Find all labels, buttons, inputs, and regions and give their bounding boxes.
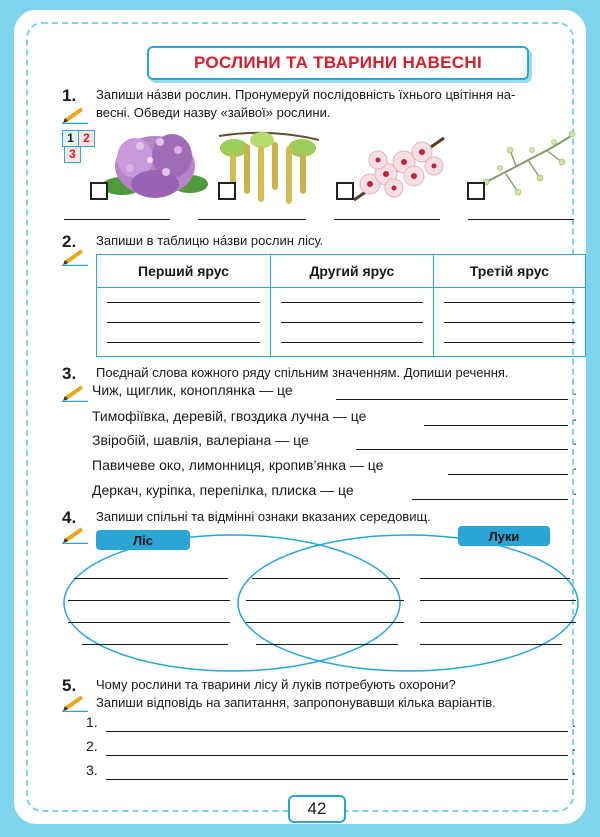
forest-line-2[interactable]	[68, 600, 230, 601]
answer-line-5[interactable]	[412, 499, 568, 500]
answer-number-2: 2.	[86, 738, 98, 754]
first-layer-cell[interactable]	[97, 288, 271, 357]
task1-number: 1.	[62, 86, 77, 105]
header-second-layer: Другий ярус	[271, 255, 434, 288]
order-checkbox-1[interactable]	[90, 182, 108, 200]
header-third-layer: Третій ярус	[433, 255, 585, 288]
answer-line-4[interactable]	[448, 474, 568, 475]
answer-dot-2: .	[572, 738, 576, 754]
answer-number-3: 3.	[86, 762, 98, 778]
sentence-4: Павичеве око, лимонниця, кропив’янка — це	[92, 457, 384, 473]
meadow-line-2[interactable]	[420, 600, 576, 601]
forest-label: Ліс	[96, 530, 190, 550]
forest-line-4[interactable]	[82, 644, 228, 645]
task3-text: Поєднай слова кожного ряду спільним значенням. Допиши речення.	[96, 365, 509, 380]
sentence-4-dot: .	[573, 457, 577, 473]
order-checkbox-3[interactable]	[336, 182, 354, 200]
task4-text: Запиши спільні та відмінні ознаки вказаних середовищ.	[96, 509, 431, 524]
answer-line-1[interactable]	[336, 399, 568, 400]
sentence-1-dot: .	[573, 382, 577, 398]
order-checkbox-4[interactable]	[467, 182, 485, 200]
meadow-line-4[interactable]	[420, 644, 562, 645]
page-title: РОСЛИНИ ТА ТВАРИНИ НАВЕСНІ	[147, 46, 529, 80]
second-layer-cell[interactable]	[271, 288, 434, 357]
task1-text-line1: Запиши на́зви рослин. Пронумеруй послідовність їхнього цвітіння на-	[96, 87, 516, 102]
apricot-blossom-image	[344, 126, 454, 208]
task4-number: 4.	[62, 508, 77, 527]
number-badge-2: 2	[78, 130, 95, 147]
pencil-icon	[62, 694, 88, 712]
page-number: 42	[288, 795, 346, 823]
task2-text: Запиши в таблицю на́зви рослин лісу.	[96, 233, 324, 248]
answer-number-1: 1.	[86, 714, 98, 730]
common-line-4[interactable]	[256, 644, 398, 645]
answer-line-3[interactable]	[356, 449, 568, 450]
forest-line-1[interactable]	[74, 578, 228, 579]
lilac-image	[100, 126, 210, 208]
meadow-label: Луки	[458, 526, 550, 546]
meadow-line-1[interactable]	[420, 578, 570, 579]
plant-name-line-1[interactable]	[64, 219, 170, 220]
sentence-3-dot: .	[573, 432, 577, 448]
sentence-5: Деркач, куріпка, перепілка, плиска — це	[92, 482, 354, 498]
answer-line-2[interactable]	[424, 425, 568, 426]
plant-name-line-3[interactable]	[334, 219, 440, 220]
plant-name-line-2[interactable]	[198, 219, 306, 220]
forest-layers-table	[96, 254, 586, 357]
answer-line-5-3[interactable]	[106, 779, 568, 780]
sentence-5-dot: .	[573, 482, 577, 498]
common-line-3[interactable]	[246, 622, 404, 623]
answer-dot-1: .	[572, 714, 576, 730]
sentence-2: Тимофіївка, деревій, гвоздика лучна — це	[92, 408, 367, 424]
task5-text-line1: Чому рослини та тварини лісу й луків потребують охорони?	[96, 677, 456, 692]
answer-line-5-2[interactable]	[106, 755, 568, 756]
task5-text-line2: Запиши відповідь на запитання, запропонувавши кілька варіантів.	[96, 695, 496, 710]
answer-dot-3: .	[572, 762, 576, 778]
plant-name-line-4[interactable]	[468, 219, 574, 220]
header-first-layer: Перший ярус	[97, 255, 271, 288]
sentence-3: Звіробій, шавлія, валеріана — це	[92, 432, 309, 448]
task1-text-line2: весні. Обведи назву «зайвої» рослини.	[96, 105, 331, 120]
task5-number: 5.	[62, 676, 77, 695]
answer-line-5-1[interactable]	[106, 731, 568, 732]
number-badge-1: 1	[62, 130, 79, 147]
pencil-icon	[62, 384, 88, 402]
forest-line-3[interactable]	[68, 622, 230, 623]
order-checkbox-2[interactable]	[218, 182, 236, 200]
sentence-1: Чиж, щиглик, коноплянка — це	[92, 382, 293, 398]
common-line-1[interactable]	[252, 578, 400, 579]
pencil-icon	[62, 106, 88, 124]
common-line-2[interactable]	[246, 600, 404, 601]
pencil-icon	[62, 248, 88, 266]
task2-number: 2.	[62, 232, 77, 251]
task3-number: 3.	[62, 364, 77, 383]
numbering-icon	[62, 130, 96, 162]
meadow-line-3[interactable]	[420, 622, 576, 623]
number-badge-3: 3	[64, 146, 81, 163]
sentence-2-dot: .	[573, 408, 577, 424]
third-layer-cell[interactable]	[433, 288, 585, 357]
